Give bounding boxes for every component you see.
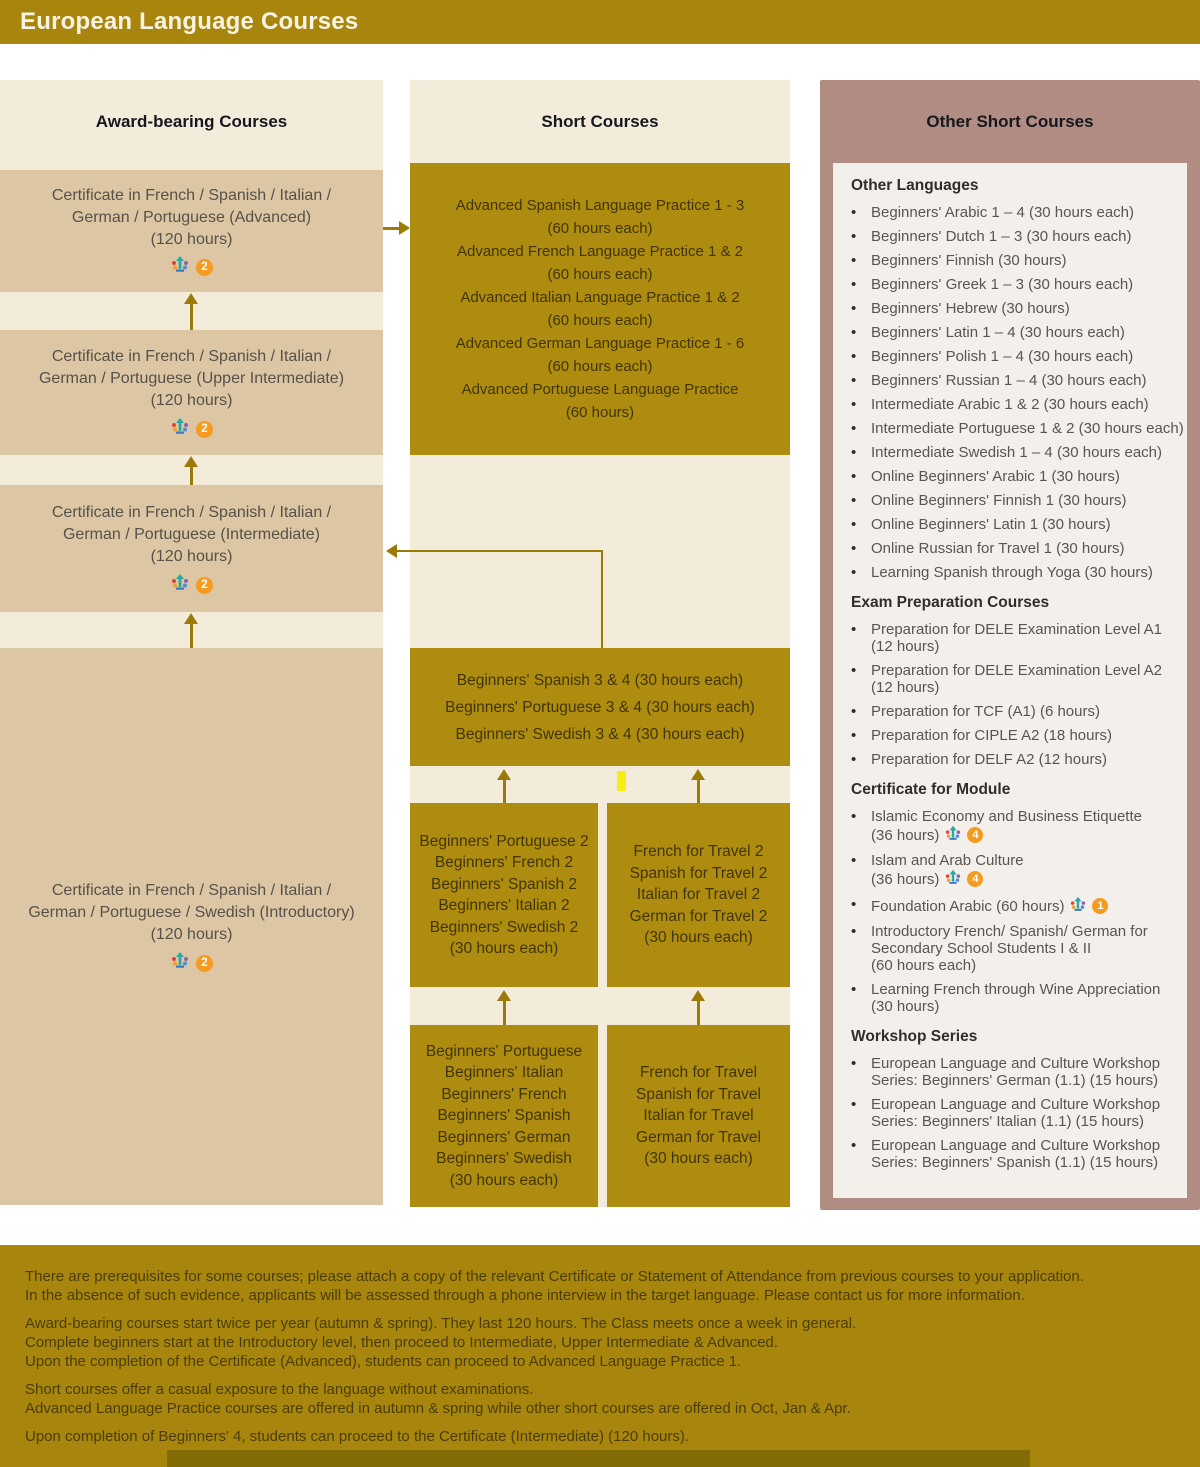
skills-credit-icon: [1069, 896, 1087, 916]
advanced-practice-box: [410, 163, 790, 455]
list-item: • European Language and Culture Workshop Series: Beginners' Italian (1.1) (15 hours): [851, 1096, 1161, 1130]
arrow-shaft: [697, 779, 700, 803]
text-line: (60 hours): [565, 404, 635, 421]
arrow-shaft: [190, 623, 193, 648]
text-line: Beginners' Spanish 3 & 4 (30 hours each): [456, 671, 744, 689]
text-line: There are prerequisites for some courses; please attach a copy of the relevant Certificate or Statement of Attendance from previous courses to your application.: [25, 1268, 1084, 1285]
bullet-icon: •: [851, 276, 857, 293]
text-line: Beginners' Swedish 3 & 4 (30 hours each): [455, 725, 745, 743]
list-item: • Online Beginners' Finnish 1 (30 hours): [851, 492, 1127, 509]
bullet-icon: •: [851, 396, 857, 413]
text-line: Spanish for Travel: [636, 1085, 761, 1103]
bullet-icon: •: [851, 621, 857, 638]
bullet-icon: •: [851, 564, 857, 581]
list-item: • Islamic Economy and Business Etiquette (36 hours) 4: [851, 808, 1142, 844]
text-line: (120 hours): [150, 230, 233, 248]
course-entry: [456, 332, 745, 378]
travel-1-box: [607, 1025, 790, 1207]
list-item: • Beginners' Greek 1 – 3 (30 hours each): [851, 276, 1134, 293]
text-line: (60 hours each): [547, 312, 653, 329]
list-item: • Intermediate Portuguese 1 & 2 (30 hours each): [851, 420, 1184, 437]
credit-count-badge: 2: [196, 259, 213, 276]
bullet-icon: •: [851, 852, 857, 869]
text-line: Certificate in French / Spanish / Italian /: [51, 348, 332, 365]
text-line: Beginners' Italian: [444, 1064, 564, 1082]
skills-credit-icon: [170, 951, 190, 976]
text-line: Beginners' Swedish 2: [429, 918, 579, 936]
other-column-title: Other Short Courses: [926, 112, 1094, 131]
credit-count-badge: 2: [196, 955, 213, 972]
bottom-strip: [167, 1450, 1030, 1467]
arrow-shaft: [503, 779, 506, 803]
section-heading-certificate-module: Certificate for Module: [851, 781, 1011, 798]
footer-paragraph: [25, 1427, 1200, 1446]
bullet-icon: •: [851, 516, 857, 533]
text-line: (120 hours): [150, 548, 233, 565]
list-item: • Islam and Arab Culture (36 hours) 4: [851, 852, 1024, 888]
list-item: • Intermediate Swedish 1 – 4 (30 hours each): [851, 444, 1162, 461]
list-item: • European Language and Culture Workshop Series: Beginners' German (1.1) (15 hours): [851, 1055, 1161, 1089]
credit-row: [170, 258, 213, 278]
list-item: • Preparation for DELF A2 (12 hours): [851, 751, 1107, 768]
yellow-marker: [617, 771, 626, 791]
text-line: (60 hours each): [547, 358, 653, 375]
credit-row: [170, 953, 213, 973]
text-line: Upon completion of Beginners' 4, students can proceed to the Certificate (Intermediate) (120 hours).: [25, 1428, 690, 1445]
text-line: (120 hours): [150, 392, 233, 409]
bullet-icon: •: [851, 204, 857, 221]
text-line: Italian for Travel 2: [636, 886, 761, 904]
credit-count-badge: 1: [1092, 898, 1108, 914]
beginners-2-box: [410, 803, 598, 987]
credit-count-badge: 4: [967, 871, 983, 887]
list-item: • Intermediate Arabic 1 & 2 (30 hours each): [851, 396, 1149, 413]
credit-count-badge: 4: [967, 827, 983, 843]
list-item: • Preparation for DELE Examination Level A2 (12 hours): [851, 662, 1162, 696]
connector-line: [397, 550, 603, 552]
list-item: • Beginners' Russian 1 – 4 (30 hours each): [851, 372, 1147, 389]
bullet-icon: •: [851, 808, 857, 825]
footer-paragraph: [25, 1267, 1200, 1305]
list-item: • Online Beginners' Arabic 1 (30 hours): [851, 468, 1120, 485]
text-line: Beginners' Spanish 2: [430, 875, 577, 893]
bullet-icon: •: [851, 896, 857, 913]
text-line: (30 hours each): [644, 1150, 753, 1168]
list-item: • Beginners' Dutch 1 – 3 (30 hours each): [851, 228, 1132, 245]
text-line: German for Travel: [636, 1128, 761, 1146]
course-entry: [456, 194, 745, 240]
bullet-icon: •: [851, 372, 857, 389]
text-line: (60 hours each): [547, 220, 653, 237]
bullet-icon: •: [851, 468, 857, 485]
bullet-icon: •: [851, 1055, 857, 1072]
text-line: German / Portuguese (Advanced): [71, 208, 312, 226]
text-line: Beginners' German: [437, 1128, 571, 1146]
footer-paragraph: [25, 1380, 1200, 1418]
text-line: Advanced Italian Language Practice 1 & 2: [460, 289, 740, 306]
arrow-right-icon: [399, 221, 410, 235]
text-line: Complete beginners start at the Introductory level, then proceed to Intermediate, Upper Intermediate & Advanced.: [25, 1334, 778, 1351]
text-line: Advanced Portuguese Language Practice: [461, 381, 739, 398]
text-line: Beginners' Portuguese 2: [419, 832, 589, 850]
text-line: (30 hours each): [449, 940, 559, 957]
course-entry: [457, 240, 743, 286]
text-line: Award-bearing courses start twice per year (autumn & spring). They last 120 hours. The Class meets once a week in general.: [25, 1315, 857, 1332]
text-line: Short courses offer a casual exposure to the language without examinations.: [25, 1381, 534, 1398]
arrow-shaft: [190, 303, 193, 330]
list-item: • Learning French through Wine Appreciation (30 hours): [851, 981, 1161, 1015]
bullet-icon: •: [851, 703, 857, 720]
text-line: (60 hours each): [547, 266, 653, 283]
list-item: • Foundation Arabic (60 hours) 1: [851, 896, 1175, 916]
bullet-icon: •: [851, 348, 857, 365]
arrow-shaft: [503, 1000, 506, 1025]
list-item: • Online Beginners' Latin 1 (30 hours): [851, 516, 1111, 533]
cert-intermediate-box: [0, 485, 383, 612]
bullet-icon: •: [851, 923, 857, 940]
list-item: • Learning Spanish through Yoga (30 hours): [851, 564, 1153, 581]
text-line: French for Travel: [639, 1064, 758, 1082]
text-line: Advanced Language Practice courses are offered in autumn & spring while other short courses are offered in Oct, Jan & Apr.: [25, 1400, 851, 1417]
cert-introductory-box: [0, 648, 383, 1205]
course-entry: [462, 378, 739, 424]
page-header: [0, 0, 1200, 44]
text-line: Upon the completion of the Certificate (Advanced), students can proceed to Advanced Language Practice 1.: [25, 1353, 742, 1370]
course-entry: [460, 286, 739, 332]
list-item: • Beginners' Latin 1 – 4 (30 hours each): [851, 324, 1125, 341]
page-title: European Language Courses: [20, 8, 359, 35]
travel-2-box: [607, 803, 790, 987]
list-item: • Preparation for TCF (A1) (6 hours): [851, 703, 1100, 720]
text-line: Advanced French Language Practice 1 & 2: [456, 243, 744, 260]
credit-row: [170, 575, 213, 595]
text-line: German / Portuguese / Swedish (Introductory): [28, 904, 355, 921]
text-line: German / Portuguese (Intermediate): [62, 526, 320, 543]
award-column-title: Award-bearing Courses: [95, 112, 288, 131]
bullet-icon: •: [851, 727, 857, 744]
arrow-shaft: [697, 1000, 700, 1025]
text-line: (120 hours): [150, 926, 233, 943]
text-line: Advanced German Language Practice 1 - 6: [455, 335, 745, 352]
text-line: Spanish for Travel 2: [629, 864, 768, 882]
list-item: • Introductory French/ Spanish/ German for Secondary School Students I & II (60 hours each): [851, 923, 1148, 974]
arrow-shaft: [190, 466, 193, 485]
text-line: Beginners' Swedish: [436, 1150, 572, 1168]
bullet-icon: •: [851, 252, 857, 269]
text-line: German / Portuguese (Upper Intermediate): [38, 370, 345, 387]
bullet-icon: •: [851, 324, 857, 341]
section-heading-other-languages: Other Languages: [851, 177, 979, 194]
connector-line: [601, 550, 603, 648]
short-column-title: Short Courses: [541, 112, 659, 131]
list-item: • Beginners' Arabic 1 – 4 (30 hours each): [851, 204, 1135, 221]
footer-notes: [0, 1245, 1200, 1467]
bullet-icon: •: [851, 228, 857, 245]
text-line: (30 hours each): [449, 1171, 559, 1189]
bullet-icon: •: [851, 444, 857, 461]
bullet-icon: •: [851, 1096, 857, 1113]
text-line: Certificate in French / Spanish / Italian /: [51, 186, 332, 204]
text-line: Beginners' Portuguese: [425, 1042, 583, 1060]
bullet-icon: •: [851, 662, 857, 679]
text-line: Beginners' French: [441, 1085, 567, 1103]
text-line: Beginners' French 2: [434, 854, 574, 871]
skills-credit-icon: [944, 825, 962, 845]
bullet-icon: •: [851, 1137, 857, 1154]
list-item: • Preparation for DELE Examination Level A1 (12 hours): [851, 621, 1162, 655]
skills-credit-icon: [170, 573, 190, 598]
skills-credit-icon: [170, 417, 190, 442]
footer-paragraph: [25, 1314, 1200, 1371]
text-line: French for Travel 2: [633, 843, 764, 861]
arrow-shaft: [383, 227, 400, 230]
section-heading-exam-preparation: Exam Preparation Courses: [851, 594, 1050, 611]
list-item: • Beginners' Hebrew (30 hours): [851, 300, 1070, 317]
cert-advanced-box: [0, 170, 383, 292]
arrow-left-icon: [386, 544, 397, 558]
cert-upper-intermediate-box: [0, 330, 383, 455]
bullet-icon: •: [851, 981, 857, 998]
credit-row: [170, 419, 213, 439]
text-line: German for Travel 2: [629, 907, 768, 925]
text-line: Italian for Travel: [643, 1107, 754, 1125]
text-line: Beginners' Italian 2: [438, 897, 570, 914]
list-item: • Preparation for CIPLE A2 (18 hours): [851, 727, 1112, 744]
text-line: (30 hours each): [644, 929, 753, 947]
other-courses-panel: [833, 163, 1187, 1198]
credit-count-badge: 2: [196, 577, 213, 594]
credit-count-badge: 2: [196, 421, 213, 438]
bullet-icon: •: [851, 540, 857, 557]
text-line: Certificate in French / Spanish / Italian /: [51, 504, 332, 521]
skills-credit-icon: [170, 255, 190, 280]
text-line: Certificate in French / Spanish / Italian /: [51, 882, 332, 899]
text-line: Beginners' Portuguese 3 & 4 (30 hours each): [445, 698, 755, 716]
section-heading-workshop-series: Workshop Series: [851, 1028, 978, 1045]
skills-credit-icon: [944, 869, 962, 889]
bullet-icon: •: [851, 492, 857, 509]
list-item: • European Language and Culture Workshop Series: Beginners' Spanish (1.1) (15 hours): [851, 1137, 1161, 1171]
list-item: • Beginners' Finnish (30 hours): [851, 252, 1067, 269]
bullet-icon: •: [851, 300, 857, 317]
list-item: • Beginners' Polish 1 – 4 (30 hours each): [851, 348, 1134, 365]
beginners-1-box: [410, 1025, 598, 1207]
text-line: Beginners' Spanish: [437, 1107, 571, 1125]
list-item: • Online Russian for Travel 1 (30 hours): [851, 540, 1125, 557]
text-line: Advanced Spanish Language Practice 1 - 3: [455, 197, 745, 214]
bullet-icon: •: [851, 420, 857, 437]
text-line: In the absence of such evidence, applicants will be assessed through a phone interview in the target language. Please contact us for more information.: [25, 1287, 1025, 1304]
beginners-3-4-box: [410, 648, 790, 766]
bullet-icon: •: [851, 751, 857, 768]
